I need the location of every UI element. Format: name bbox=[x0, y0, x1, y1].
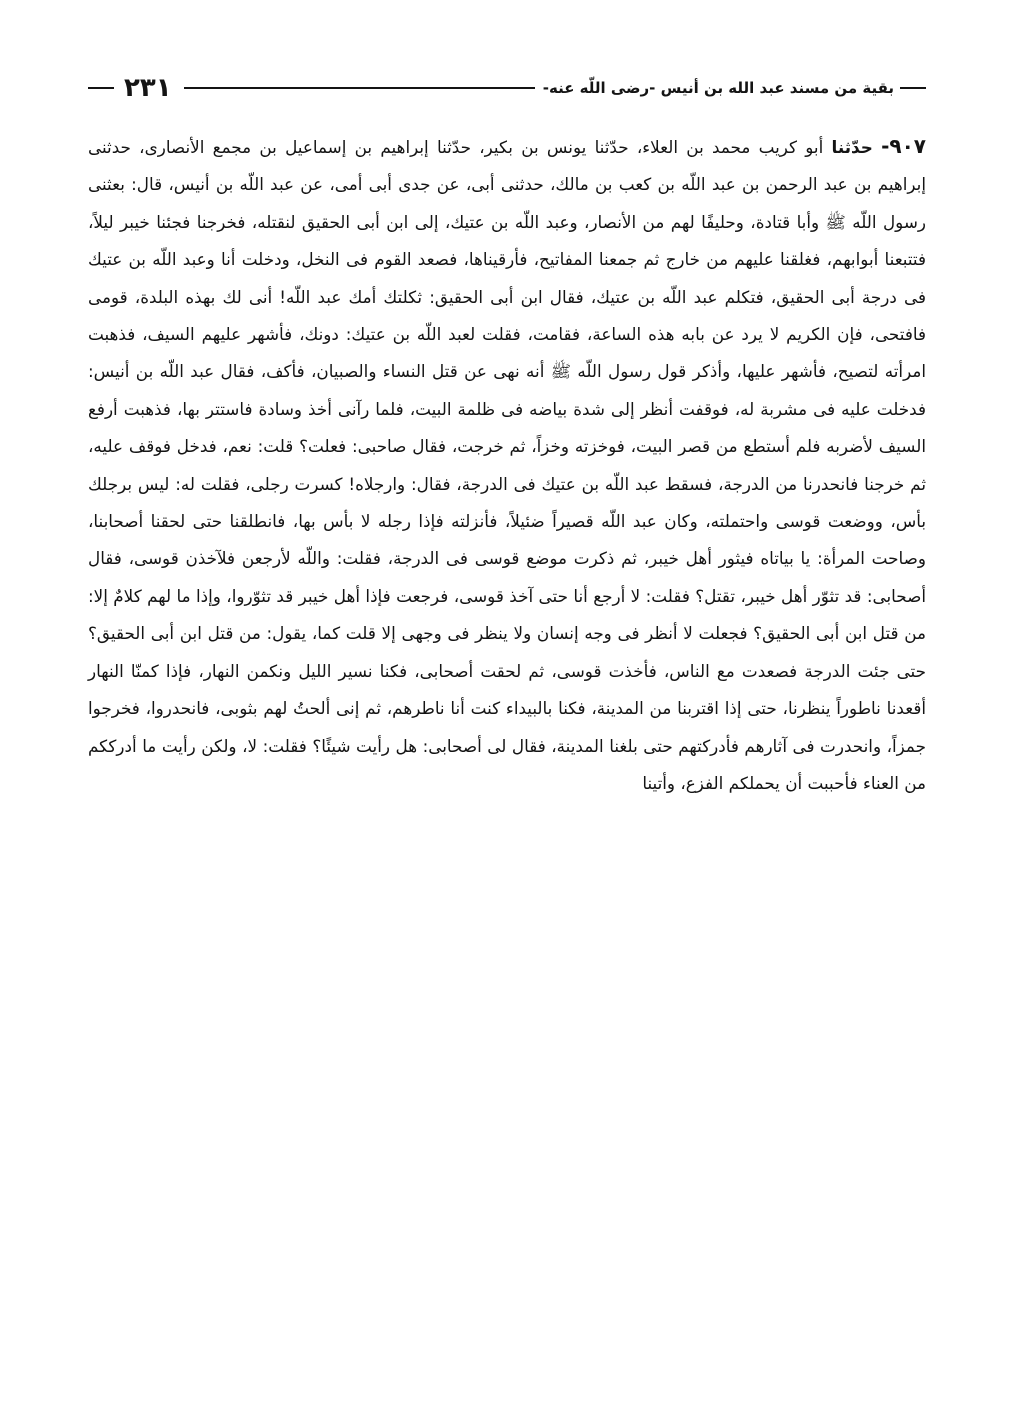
header-dash-right bbox=[900, 87, 926, 89]
hadith-number: ٩٠٧- bbox=[881, 134, 926, 158]
header-rule bbox=[184, 87, 535, 89]
running-title: بقية من مسند عبد الله بن أنيس -رضى اللّه عنه- bbox=[542, 79, 894, 97]
page-header bbox=[88, 70, 926, 106]
header-dash-left bbox=[88, 87, 114, 89]
hadith-text: أبو كريب محمد بن العلاء، حدّثنا يونس بن بكير، حدّثنا إبراهيم بن إسماعيل بن مجمع الأنصارى، حدثنى إبراهيم بن عبد الرحمن بن عبد اللّه بن كعب بن مالك، حدثنى أبى، عن جدى أبى أمى، عن عبد اللّه بن أنيس، قال: بعثنى رسول اللّه ﷺ وأبا قتادة، وحليفًا لهم من الأنصار، وعبد اللّه بن عتيك، إلى ابن أبى الحقيق لنقتله، فخرجنا فجئنا خيبر ليلاً، فتتبعنا أبوابهم، فغلقنا عليهم من خارج ثم جمعنا المفاتيح، فأرقيناها، فصعد القوم فى النخل، ودخلت أنا وعبد اللّه بن عتيك فى درجة أبى الحقيق، فتكلم عبد اللّه بن عتيك، فقال ابن أبى الحقيق: ثكلتك أمك عبد اللّه! أنى لك بهذه البلدة، قومى فافتحى، فإن الكريم لا يرد عن بابه هذه الساعة، فقامت، فقلت لعبد اللّه بن عتيك: دونك، فأشهر عليهم السيف، فذهبت امرأته لتصيح، فأشهر عليها، وأذكر قول رسول اللّه ﷺ أنه نهى عن قتل النساء والصبيان، فأكف، فقال عبد اللّه بن أنيس: فدخلت عليه فى مشربة له، فوقفت أنظر إلى شدة بياضه فى ظلمة البيت، فلما رآنى أخذ وسادة فاستتر بها، فذهبت أرفع السيف لأضربه فلم أستطع من قصر البيت، فوخزته وخزاً، ثم خرجت، فقال صاحبى: فعلت؟ قلت: نعم، فدخل فوقف عليه، ثم خرجنا فانحدرنا من الدرجة، فسقط عبد اللّه بن عتيك فى الدرجة، فقال: وارجلاه! كسرت رجلى، فقلت له: ليس برجلك بأس، ووضعت قوسى واحتملته، وكان عبد اللّه قصيراً ضئيلاً، فأنزلته فإذا رجله لا بأس بها، فانطلقنا حتى لحقنا أصحابنا، وصاحت المرأة: يا بياتاه فيثور أهل خيبر، ثم ذكرت موضع قوسى فى الدرجة، فقلت: واللّه لأرجعن فلآخذن قوسى، فقال أصحابى: قد تثوّر أهل خيبر، تقتل؟ فقلت: لا أرجع أنا حتى آخذ قوسى، فرجعت فإذا أهل خيبر قد تثوّروا، وإذا ما لهم كلامٌ إلا: من قتل ابن أبى الحقيق؟ فجعلت لا أنظر فى وجه إنسان ولا ينظر فى وجهى إلا قلت كما، يقول: من قتل ابن أبى الحقيق؟ حتى جئت الدرجة فصعدت مع الناس، فأخذت قوسى، ثم لحقت أصحابى، فكنا نسير الليل ونكمن النهار، فإذا كمنّا النهار أقعدنا ناطوراً ينظرنا، حتى إذا اقتربنا من المدينة، فكنا بالبيداء كنت أنا ناطرهم، ثم إنى ألحتُ لهم بثوبى، فانحدروا، فخرجوا جمزاً، وانحدرت فى آثارهم فأدركتهم حتى بلغنا المدينة، فقال لى أصحابى: هل رأيت شيئًا؟ فقلت: لا، ولكن رأيت ما أدرككم من العناء فأحببت أن يحملكم الفزع، وأتينا bbox=[88, 137, 926, 793]
hadith-paragraph bbox=[88, 128, 926, 802]
page-number: ٢٣١ bbox=[124, 73, 172, 103]
hadith-opening: حدّثنا bbox=[831, 137, 873, 157]
